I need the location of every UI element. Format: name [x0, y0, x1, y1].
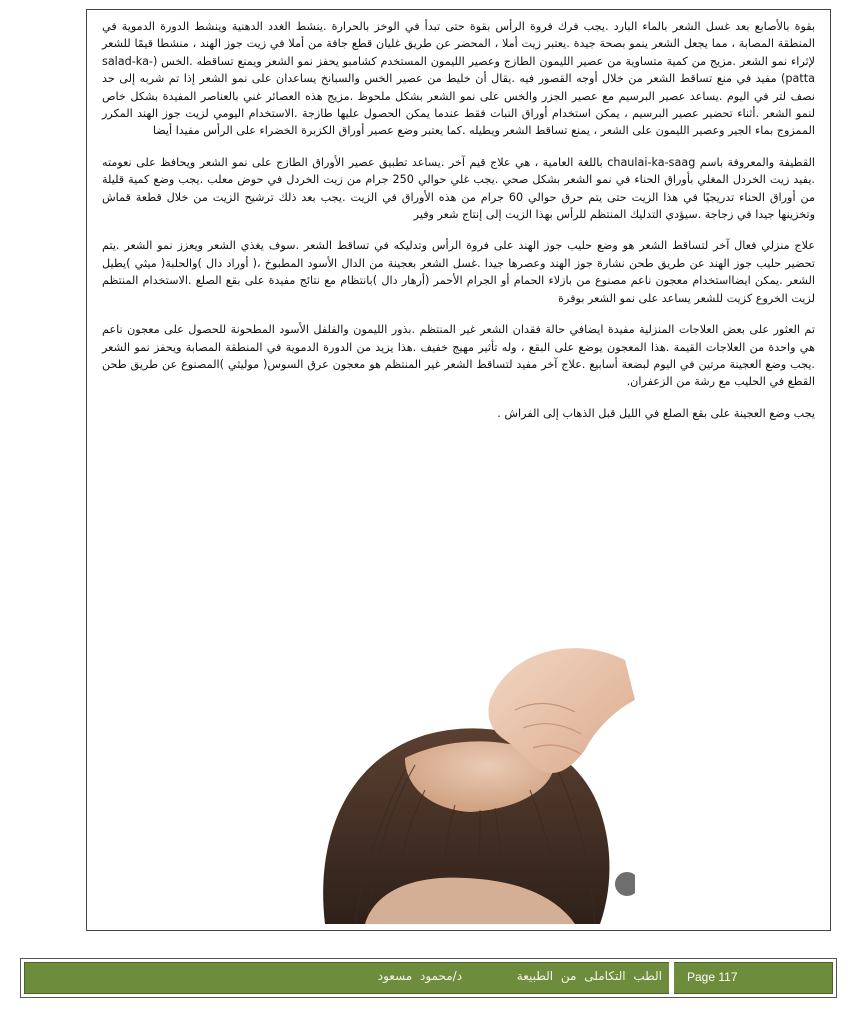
watermark-circle	[615, 872, 635, 896]
footer-divider	[669, 962, 674, 994]
paragraph-5: يجب وضع العجينة على بقع الصلع في الليل قبل الذهاب إلى الفراش .	[497, 406, 815, 420]
paragraph-3: علاج منزلي فعال آخر لتساقط الشعر هو وضع حليب جوز الهند على فروة الرأس وتدليكه في تساقط الشعر .سوف يغذي الشعر ويعزز نمو الشعر .يتم تحضير حليب جوز الهند عن طريق طحن نشارة جوز الهند وعصرها جيدا .غسل الشعر بعجينة من الدال الأسود المطبوخ ،( أوراد دال )والحلبة( ميثي )يطيل الشعر .يمكن ايضااستخدام معجون ناعم مصنوع من بازلاء الحمام أو الجرام الأحمر (أرهار دال )بانتظام مع نتائج مفيدة على بقع الصلع .الاستخدام المنتظم لزيت الخروع كزيت للشعر يساعد على نمو الشعر بوفرة	[102, 239, 815, 305]
page-number: Page 117	[687, 970, 738, 984]
paragraph-1: بقوة بالأصابع بعد غسل الشعر بالماء البارد .يجب فرك فروة الرأس بقوة حتى تبدأ في الوخز بالحرارة .ينشط الغدد الدهنية وينشط الدورة الدموية في المنطقة المصابة ، مما يجعل الشعر ينمو بصحة جيدة .يعتبر زيت أملا ، المحضر عن طريق غليان قطع جافة من أملا في زيت جوز الهند ، منشطا قيمًا للشعر لإثراء نمو الشعر .مزيج من كمية متساوية من عصير الليمون الطازج وعصير الليمون المستخدم كشامبو يحفز نمو الشعر ويمنع تساقطه .الخس (salad-ka-patta) مفيد في منع تساقط الشعر من خلال أوجه القصور فيه .يقال أن خليط من عصير الخس والسبانخ يساعدان على نمو الشعر إذا تم شربه إلى حد نصف لتر في اليوم .يساعد عصير البرسيم مع عصير الجزر والخس على نمو الشعر بشكل ملحوظ .مزيج هذه العصائر غني بالعناصر المفيدة بشكل خاص لنمو الشعر .أثناء تحضير عصير البرسيم ، يمكن استخدام أوراق النبات فقط عندما يمكن الحصول عليها طازجة .الاستخدام اليومي لزيت جوز الهند المكرر الممزوج بماء الجير وعصير الليمون على الشعر ، يمنع تساقط الشعر ويطيله .كما يعتبر وضع عصير أوراق الكزبرة الخضراء على الرأس مفيدا أيضا	[102, 20, 815, 138]
paragraph-4: تم العثور على بعض العلاجات المنزلية مفيدة ايضافي حالة فقدان الشعر غير المنتظم .بذور الليمون والفلفل الأسود المطحونة للحصول على معجون ناعم هي واحدة من العلاجات القيمة .هذا المعجون يوضع على البقع ، وله تأثير مهيج خفيف .هذا يزيد من الدورة الدموية في المنطقة المصابة ويحفز نمو الشعر .يجب وضع العجينة مرتين في اليوم لبضعة أسابيع .علاج آخر مفيد لتساقط الشعر غير المنتظم هو معجون عرق السوس( موليثي )المصنوع عن طريق طحن القطع في الحليب مع رشة من الزعفران.	[102, 323, 815, 389]
footer-title: الطب التكاملى من الطبيعة د/محمود مسعود	[377, 969, 662, 983]
hair-loss-photo	[255, 640, 635, 924]
hair-loss-illustration	[255, 640, 635, 924]
content-frame	[86, 9, 831, 931]
footer-bar	[24, 962, 833, 994]
page-footer	[20, 958, 837, 998]
article-text	[102, 18, 815, 422]
paragraph-2: القطيفة والمعروفة باسم chaulai-ka-saag باللغة العامية ، هي علاج قيم آخر .يساعد تطبيق عصير الأوراق الطازج على نمو الشعر ويحافظ على نعومته .يفيد زيت الخردل المغلي بأوراق الحناء في نمو الشعر بشكل صحي .يجب غلي حوالي 250 جرام من زيت الخردل في حوض معلب .يجب وضع كمية قليلة من أوراق الحناء تدريجيًا في هذا الزيت حتى يتم حرق حوالي 60 جرام من هذه الأوراق في الزيت .يجب بعد ذلك ترشيح الزيت من خلال قطعة قماش وتخزينها جيدا في زجاجة .سيؤدي التدليك المنتظم للرأس بهذا الزيت إلى إنتاج شعر وفير	[102, 155, 815, 222]
